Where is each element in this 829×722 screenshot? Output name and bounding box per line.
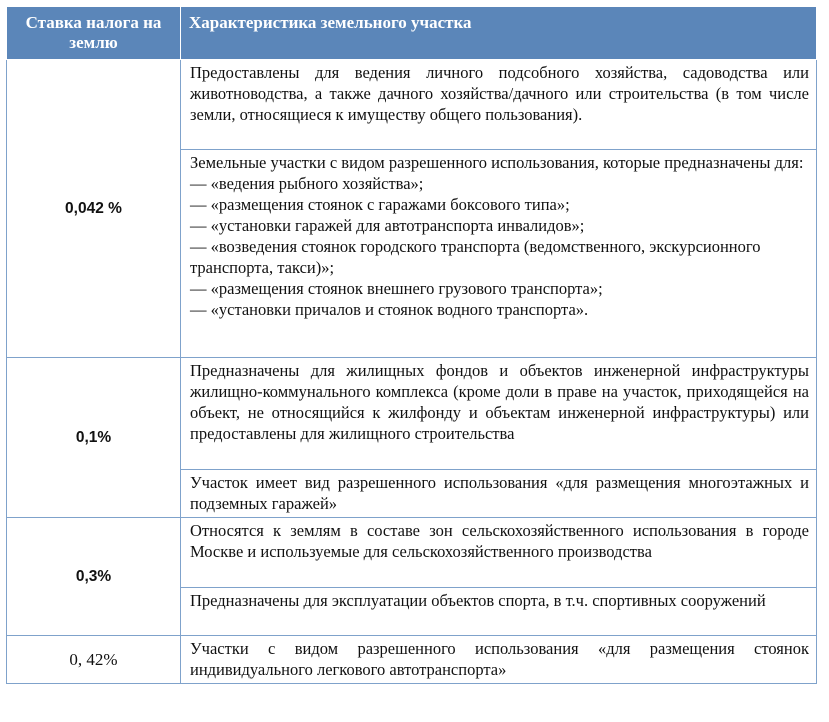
table-row [7,60,817,150]
tax-rate-cell: 0, 42% [7,636,181,684]
table-header-row [7,7,817,60]
list-item: — «размещения стоянок внешнего грузового транспорта»; [190,279,603,298]
description-intro: Земельные участки с видом разрешенного использования, которые предназначены для: [190,153,804,172]
list-item: — «установки причалов и стоянок водного транспорта». [190,300,589,319]
table-row [7,518,817,588]
list-item: — «ведения рыбного хозяйства»; [190,174,424,193]
description-column-header: Характеристика земельного участка [181,7,817,60]
list-item: — «размещения стоянок с гаражами боксового типа»; [190,195,570,214]
description-cell: Предоставлены для ведения личного подсобного хозяйства, садоводства или животноводства, а также дачного хозяйства/дачного или строительства (в том числе земли, относящиеся к имуществу общего пользования). [181,60,817,150]
description-cell: Участки с видом разрешенного использования «для размещения стоянок индивидуального легкового автотранспорта» [181,636,817,684]
description-cell: Участок имеет вид разрешенного использования «для размещения многоэтажных и подземных гаражей» [181,470,817,518]
rate-column-header: Ставка налога на землю [7,7,181,60]
table-row [7,636,817,684]
description-cell: Относятся к землям в составе зон сельскохозяйственного использования в городе Москве и используемые для сельскохозяйственного производства [181,518,817,588]
description-cell: Предназначены для жилищных фондов и объектов инженерной инфраструктуры жилищно-коммунального комплекса (кроме доли в праве на участок, приходящейся на объект, не относящийся к жилфонду и объектам инженерной инфраструктуры) или предоставлены для жилищного строительства [181,358,817,470]
tax-rate-cell: 0,1% [7,358,181,518]
land-tax-table [6,6,817,684]
description-cell [181,150,817,358]
list-item: — «возведения стоянок городского транспорта (ведомственного, экскурсионного транспорта, такси)»; [190,237,761,277]
list-item: — «установки гаражей для автотранспорта инвалидов»; [190,216,585,235]
tax-rate-cell: 0,042 % [7,60,181,358]
tax-rate-cell: 0,3% [7,518,181,636]
table-row [7,358,817,470]
description-cell: Предназначены для эксплуатации объектов спорта, в т.ч. спортивных сооружений [181,588,817,636]
